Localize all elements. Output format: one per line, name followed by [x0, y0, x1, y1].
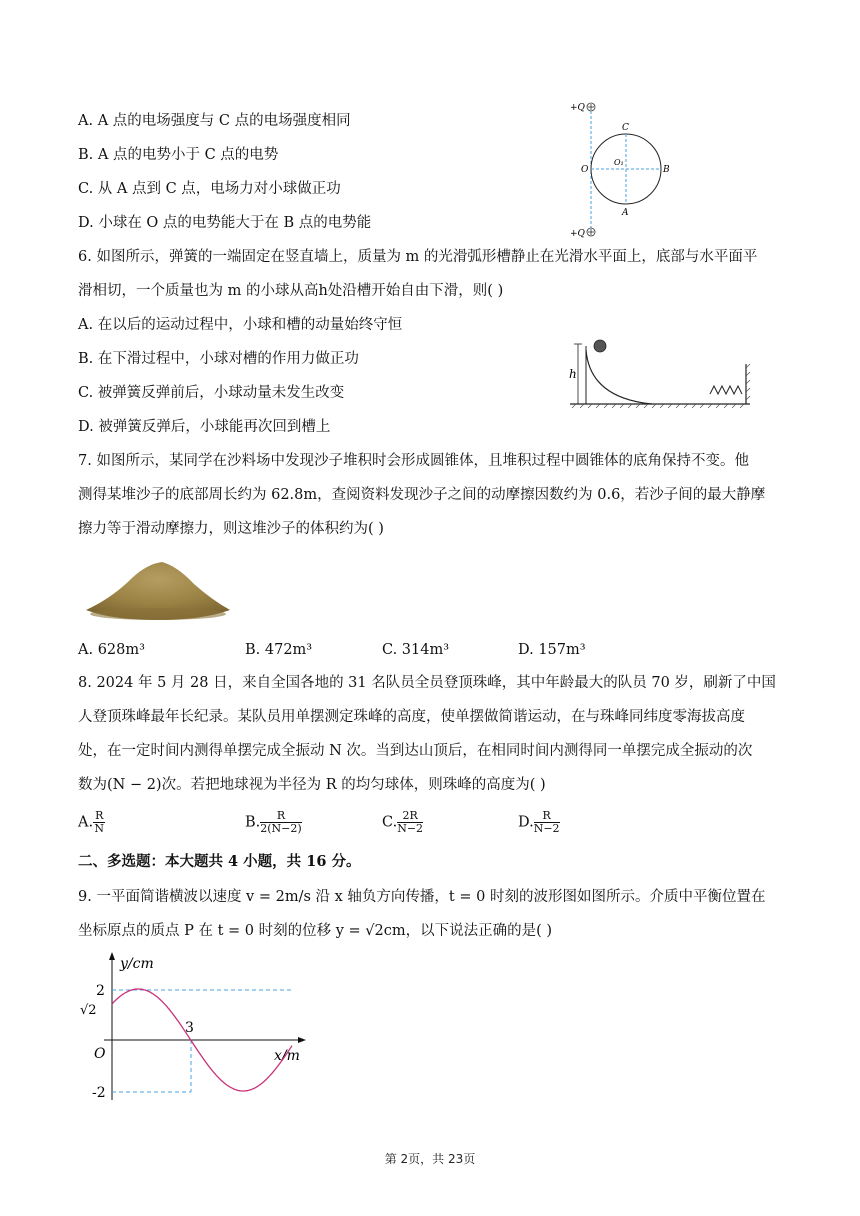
q7-option-a: A. 628m³ — [78, 642, 145, 658]
section2-heading: 二、多选题：本大题共 4 小题，共 16 分。 — [78, 853, 361, 870]
q7-stem-line2: 测得某堆沙子的底部周长约为 62.8m，查阅资料发现沙子之间的动摩擦因数约为 0.6，若沙子间的最大静摩 — [78, 487, 766, 503]
page-footer: 第 2页，共 23页 — [384, 1152, 476, 1166]
q6-option-d: D. 被弹簧反弹后，小球能再次回到槽上 — [78, 419, 331, 435]
q6-option-a: A. 在以后的运动过程中，小球和槽的动量始终守恒 — [78, 317, 403, 333]
q5-option-b: B. A 点的电势小于 C 点的电势 — [78, 147, 279, 163]
svg-text:-2: -2 — [92, 1085, 106, 1101]
svg-text:O: O — [94, 1046, 106, 1062]
q5-option-a: A. A 点的电场强度与 C 点的电场强度相同 — [78, 113, 351, 129]
q5-option-d: D. 小球在 O 点的电势能大于在 B 点的电势能 — [78, 215, 372, 231]
svg-text:x/m: x/m — [274, 1048, 300, 1064]
q5-option-c: C. 从 A 点到 C 点，电场力对小球做正功 — [78, 181, 341, 197]
svg-text:B: B — [663, 165, 670, 175]
q8-stem-line2: 人登顶珠峰最年长纪录。某队员用单摆测定珠峰的高度，使单摆做简谐运动，在与珠峰同纬度零海拔高度 — [78, 709, 745, 725]
sand-pile-image — [82, 548, 232, 623]
q8-option-d: D. $\frac{R}{N-2}$ — [518, 809, 560, 835]
q8-stem-line3: 处，在一定时间内测得单摆完成全振动 N 次。当到达山顶后，在相同时间内测得同一单摆完成全振动的次 — [78, 743, 753, 759]
svg-text:O₁: O₁ — [614, 158, 624, 167]
q8-stem-line4: 数为(N − 2)次。若把地球视为半径为 R 的均匀球体，则珠峰的高度为( ) — [78, 777, 546, 793]
svg-text:√2: √2 — [80, 1003, 97, 1018]
q7-option-b: B. 472m³ — [245, 642, 313, 658]
svg-text:y/cm: y/cm — [120, 956, 154, 972]
q7-stem-line3: 擦力等于滑动摩擦力，则这堆沙子的体积约为( ) — [78, 521, 384, 537]
q6-option-c: C. 被弹簧反弹前后，小球动量未发生改变 — [78, 385, 345, 401]
q6-figure-arc-groove-spring — [560, 336, 760, 416]
q7-option-d: D. 157m³ — [518, 642, 586, 658]
q8-option-a: A. $\frac{R}{N}$ — [78, 809, 105, 835]
q8-option-b: B. $\frac{R}{2(N-2)}$ — [245, 809, 302, 835]
q8-option-c: C. $\frac{2R}{N-2}$ — [382, 809, 424, 835]
q7-option-c: C. 314m³ — [382, 642, 450, 658]
q6-stem-line1: 6. 如图所示，弹簧的一端固定在竖直墙上，质量为 m 的光滑弧形槽静止在光滑水平面上，底部与水平面平 — [78, 249, 758, 265]
svg-text:2: 2 — [96, 983, 105, 999]
q9-stem-line1: 9. 一平面简谐横波以速度 v = 2m/s 沿 x 轴负方向传播，t = 0 时刻的波形图如图所示。介质中平衡位置在 — [78, 889, 766, 905]
svg-text:3: 3 — [185, 1020, 194, 1036]
q9-wave-graph — [74, 948, 324, 1108]
svg-text:A: A — [622, 208, 629, 218]
svg-text:C: C — [622, 123, 629, 133]
svg-text:O: O — [581, 165, 589, 175]
svg-text:+Q: +Q — [570, 103, 585, 113]
svg-text:h: h — [569, 367, 577, 381]
q5-figure-circle-charges — [566, 98, 706, 243]
q9-stem-line2: 坐标原点的质点 P 在 t = 0 时刻的位移 y = √2cm，以下说法正确的是( ) — [78, 923, 553, 939]
q8-stem-line1: 8. 2024 年 5 月 28 日，来自全国各地的 31 名队员全员登顶珠峰，其中年龄最大的队员 70 岁，刷新了中国 — [78, 675, 776, 691]
q6-stem-line2: 滑相切，一个质量也为 m 的小球从高h处沿槽开始自由下滑，则( ) — [78, 283, 504, 299]
q6-option-b: B. 在下滑过程中，小球对槽的作用力做正功 — [78, 351, 359, 367]
svg-text:+Q: +Q — [570, 229, 585, 239]
q7-stem-line1: 7. 如图所示，某同学在沙料场中发现沙子堆积时会形成圆锥体，且堆积过程中圆锥体的底角保持不变。他 — [78, 453, 749, 469]
